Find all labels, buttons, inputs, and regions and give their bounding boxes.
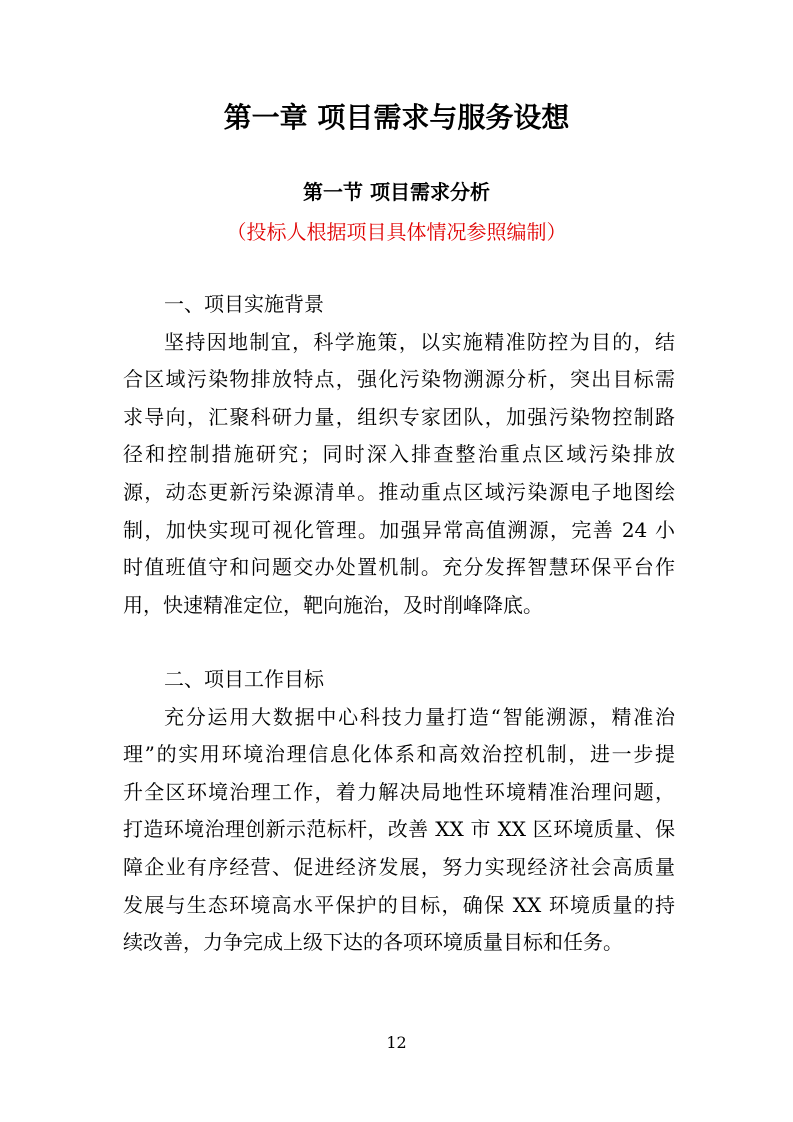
- paragraph-line: 发展与生态环境高水平保护的目标，确保 XX 环境质量的持: [123, 892, 675, 917]
- section-background: [123, 286, 675, 624]
- paragraph-line: 源，动态更新污染源清单。推动重点区域污染源电子地图绘: [123, 479, 675, 504]
- paragraph-line: 制，加快实现可视化管理。加强异常高值溯源，完善 24 小: [123, 517, 675, 542]
- paragraph-line: 用，快速精准定位，靶向施治，及时削峰降底。: [123, 592, 543, 617]
- paragraph-line: 径和控制措施研究；同时深入排查整治重点区域污染排放: [123, 442, 675, 467]
- page-number: 12: [386, 1033, 407, 1052]
- paragraph-line: 理”的实用环境治理信息化体系和高效治控机制，进一步提: [123, 742, 675, 767]
- paragraph-line: 坚持因地制宜，科学施策，以实施精准防控为目的，结: [164, 329, 675, 354]
- section-heading: 一、项目实施背景: [164, 292, 324, 316]
- section-title: 第一节 项目需求分析: [303, 180, 490, 204]
- paragraph-line: 打造环境治理创新示范标杆，改善 XX 市 XX 区环境质量、保: [123, 817, 675, 842]
- paragraph-line: 升全区环境治理工作，着力解决局地性环境精准治理问题，: [123, 779, 675, 804]
- paragraph-line: 续改善，力争完成上级下达的各项环境质量目标和任务。: [123, 930, 623, 955]
- section-heading: 二、项目工作目标: [164, 667, 324, 691]
- chapter-title: 第一章 项目需求与服务设想: [223, 101, 570, 134]
- paragraph-line: 障企业有序经营、促进经济发展，努力实现经济社会高质量: [123, 854, 675, 879]
- paragraph-line: 充分运用大数据中心科技力量打造“智能溯源，精准治: [164, 704, 675, 729]
- paragraph-line: 求导向，汇聚科研力量，组织专家团队，加强污染物控制路: [123, 404, 675, 429]
- paragraph-line: 时值班值守和问题交办处置机制。充分发挥智慧环保平台作: [123, 555, 675, 580]
- section-note: （投标人根据项目具体情况参照编制）: [226, 220, 567, 244]
- section-goals: [123, 661, 675, 962]
- paragraph-line: 合区域污染物排放特点，强化污染物溯源分析，突出目标需: [123, 367, 675, 392]
